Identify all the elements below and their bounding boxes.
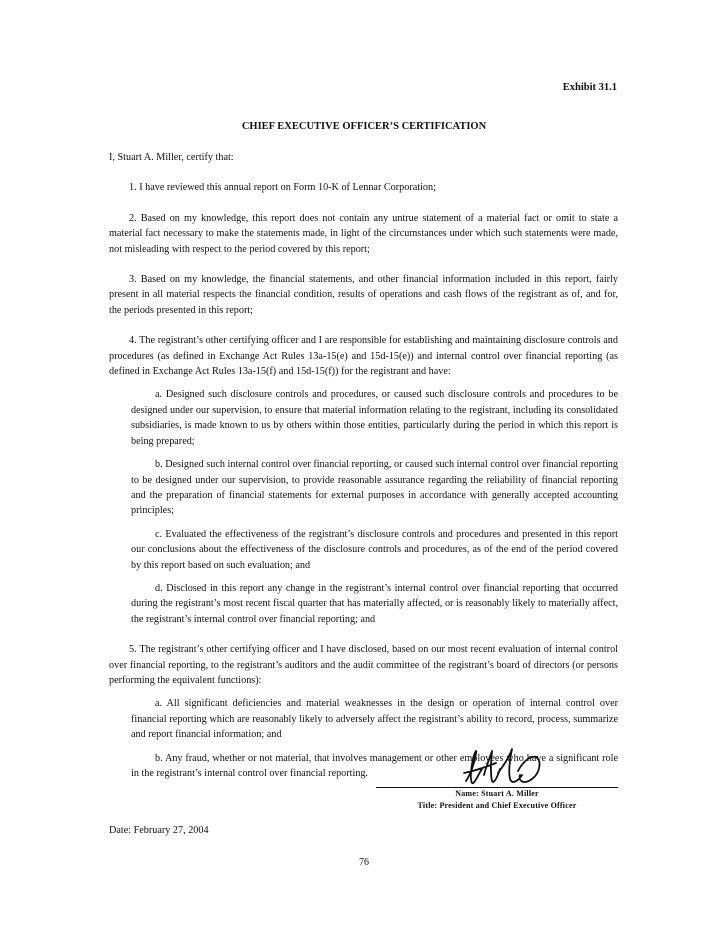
page-number: 76 <box>359 857 369 868</box>
paragraph-5: 5. The registrant’s other certifying officer and I have disclosed, based on our most recent evaluation of internal control over financial reporting, to the registrant’s auditors and the audit committee of the registrant’s board of directors (or persons performing the equivalent functions): <box>109 644 618 686</box>
paragraph-4: 4. The registrant’s other certifying officer and I are responsible for establishing and maintaining disclosure controls and procedures (as defined in Exchange Act Rules 13a-15(e) and 15d-15(e)) and internal control over financial reporting (as defined in Exchange Act Rules 13a-15(f) and 15d-15(f)) for the registrant and have: <box>109 335 618 378</box>
intro-statement: I, Stuart A. Miller, certify that: <box>109 152 234 163</box>
paragraph-2: 2. Based on my knowledge, this report does not contain any untrue statement of a material fact or omit to state a material fact necessary to make the statements made, in light of the circumstances under which such statements were made, not misleading with respect to the period covered by this report; <box>109 212 618 255</box>
signer-name: Name: Stuart A. Miller <box>455 789 539 798</box>
certification-date: Date: February 27, 2004 <box>109 825 209 836</box>
signature-line <box>376 787 618 788</box>
paragraph-4-item-d: d. Disclosed in this report any change in the registrant’s internal control over financial reporting that occurred during the registrant’s most recent fiscal quarter that has materially affected, or is reasonably likely to materially affect, the registrant’s internal control over financial reporting; and <box>131 582 618 625</box>
paragraph-3: 3. Based on my knowledge, the financial statements, and other financial information included in this report, fairly present in all material respects the financial condition, results of operations and cash flows of the registrant as of, and for, the periods presented in this report; <box>109 274 618 316</box>
document-title: CHIEF EXECUTIVE OFFICER’S CERTIFICATION <box>241 121 487 132</box>
paragraph-1: 1. I have reviewed this annual report on Form 10-K of Lennar Corporation; <box>129 182 436 194</box>
paragraph-5-item-b: b. Any fraud, whether or not material, that involves management or other employees who have a significant role in the registrant’s internal control over financial reporting. <box>131 752 618 779</box>
signature-block <box>376 745 618 815</box>
exhibit-label: Exhibit 31.1 <box>562 82 617 93</box>
certification-body <box>109 150 618 789</box>
paragraph-4-item-a: a. Designed such disclosure controls and procedures, or caused such disclosure controls and procedures to be designed under our supervision, to ensure that material information relating to the registrant, including its consolidated subsidiaries, is made known to us by others within those entities, particularly during the period in which this report is being prepared; <box>131 389 618 447</box>
paragraph-5-item-a: a. All significant deficiencies and material weaknesses in the design or operation of internal control over financial reporting which are reasonably likely to adversely affect the registrant’s ability to record, process, summarize and report financial information; and <box>131 698 618 741</box>
handwritten-signature <box>460 745 550 791</box>
signer-title: Title: President and Chief Executive Officer <box>417 801 577 810</box>
paragraph-4-item-b: b. Designed such internal control over financial reporting, or caused such internal control over financial reporting to be designed under our supervision, to provide reasonable assurance regarding the reliability of financial reporting and the preparation of financial statements for external purposes in accordance with generally accepted accounting principles; <box>131 459 618 517</box>
paragraph-4-item-c: c. Evaluated the effectiveness of the registrant’s disclosure controls and procedures and presented in this report our conclusions about the effectiveness of the disclosure controls and procedures, as of the end of the period covered by this report based on such evaluation; and <box>131 528 618 571</box>
